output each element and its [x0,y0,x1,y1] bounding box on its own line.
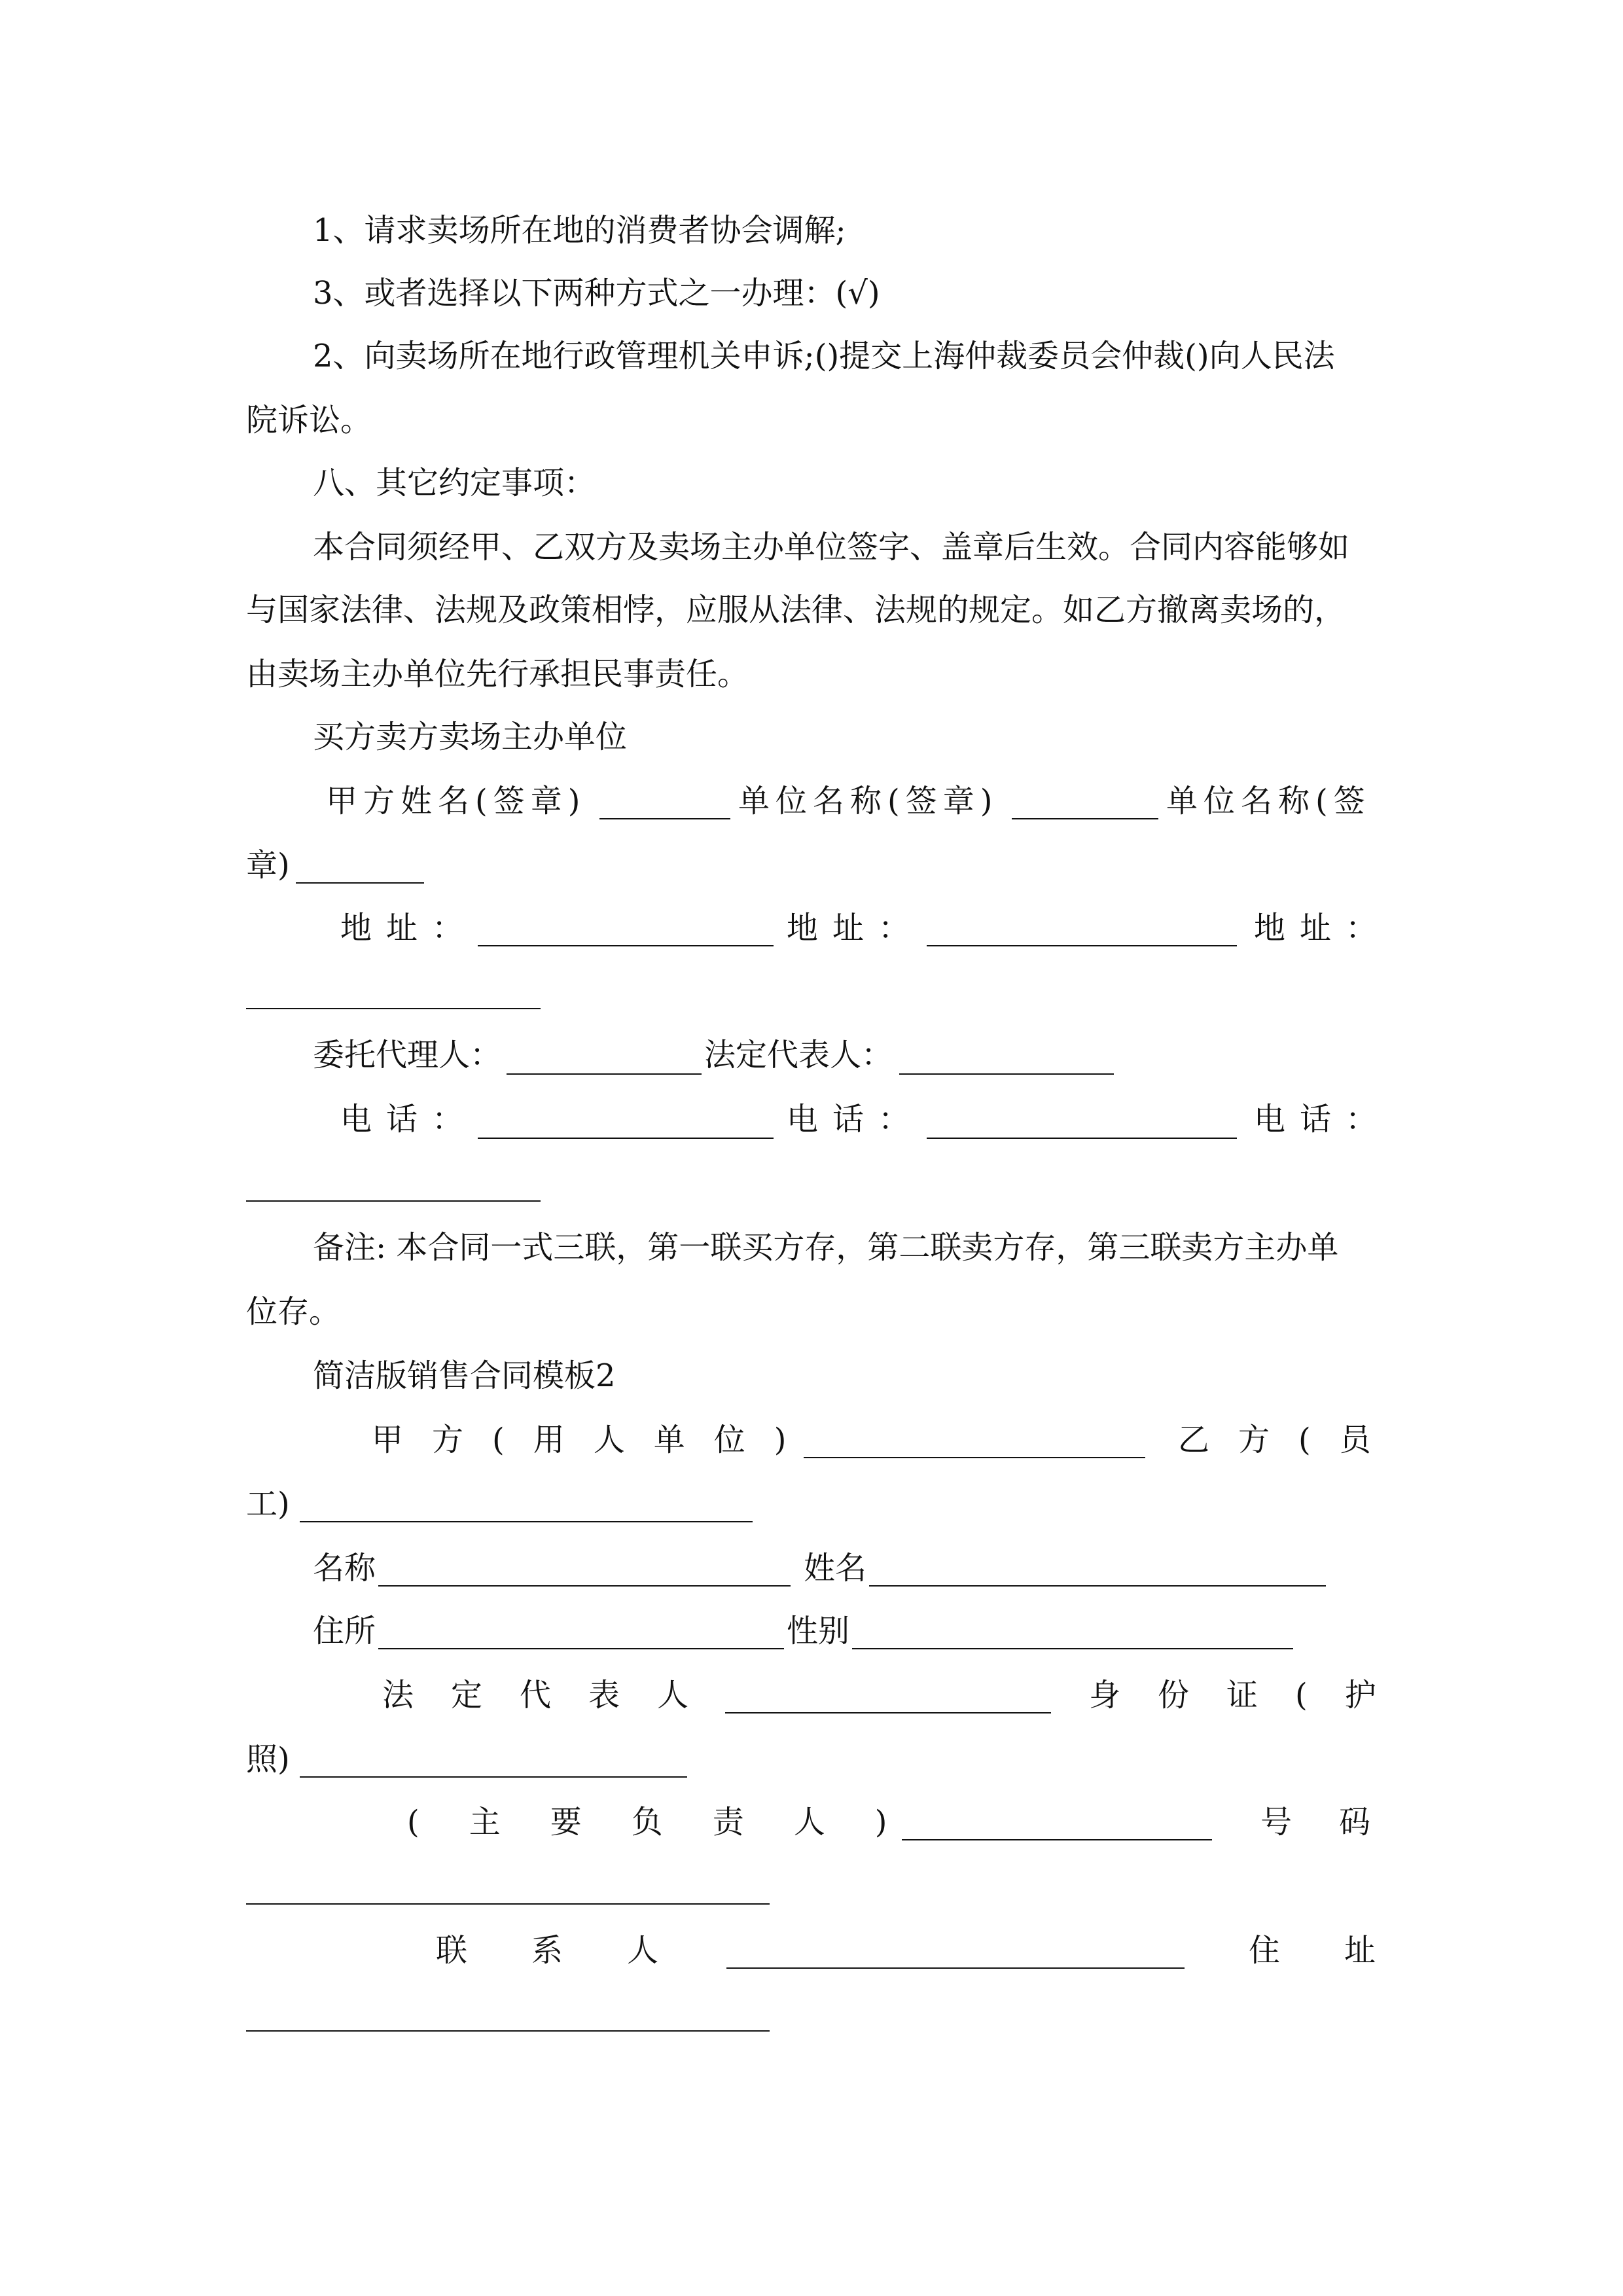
field-phone-1[interactable] [478,1138,774,1139]
paragraph-complaint-line1: 2、向卖场所在地行政管理机关申诉;()提交上海仲裁委员会仲裁()向人民法 [313,338,1335,374]
label-t2-gender: 性别 [787,1613,850,1649]
label-phone-2: 电话： [787,1101,925,1138]
field-t2-id[interactable] [300,1776,687,1778]
label-t2-party-b-cont: 工) [246,1486,290,1522]
label-t2-id: 身份证(护 [1089,1677,1414,1713]
paragraph-effect-line2: 与国家法律、法规及政策相悖，应服从法律、法规的规定。如乙方撤离卖场的， [246,592,1346,628]
label-t2-id-cont: 照) [246,1741,290,1778]
label-address-1: 地址： [340,910,478,946]
field-t2-number[interactable] [246,1903,770,1905]
label-address-2: 地址： [787,910,925,946]
label-t2-person-name: 姓名 [804,1550,867,1587]
field-party-a-signature[interactable] [599,818,730,819]
paragraph-effect-line1: 本合同须经甲、乙双方及卖场主办单位签字、盖章后生效。合同内容能够如 [313,529,1350,565]
section-heading-other-terms: 八、其它约定事项： [313,465,596,501]
template2-title: 简洁版销售合同模板2 [313,1357,616,1394]
label-t2-number: 号码 [1260,1804,1418,1840]
label-t2-legal-rep: 法定代表人 [382,1677,726,1713]
field-t2-party-a[interactable] [804,1457,1145,1458]
note-line1: 备注: 本合同一式三联，第一联买方存，第二联卖方存，第三联卖方主办单 [313,1229,1339,1266]
label-unit-signature-2-cont: 章) [246,847,290,884]
label-unit-signature-2: 单位名称(签 [1166,783,1371,819]
field-legal-representative[interactable] [899,1073,1114,1075]
field-phone-2[interactable] [927,1138,1237,1139]
label-unit-signature-1: 单位名称(签章) [738,783,999,819]
label-t2-main-person: (主要负责人) [407,1804,937,1840]
field-unit-signature-2[interactable] [296,882,424,884]
field-t2-address[interactable] [246,2030,770,2032]
field-unit-signature-1[interactable] [1012,818,1158,819]
field-t2-contact[interactable] [726,1967,1185,1969]
field-address-1[interactable] [478,945,774,946]
label-address-3: 地址： [1254,910,1392,946]
label-t2-address: 住址 [1249,1932,1440,1969]
field-t2-name[interactable] [378,1585,791,1587]
parties-header: 买方卖方卖场主办单位 [313,719,628,755]
paragraph-complaint-line2: 院诉讼。 [246,402,372,439]
field-t2-gender[interactable] [852,1648,1293,1649]
label-t2-party-a: 甲方(用人单位) [372,1422,815,1458]
paragraph-mediation: 1、请求卖场所在地的消费者协会调解; [313,212,846,249]
label-t2-party-b: 乙方(员 [1178,1422,1400,1458]
field-phone-3[interactable] [246,1200,541,1202]
field-t2-legal-rep[interactable] [725,1712,1051,1713]
paragraph-choose-method: 3、或者选择以下两种方式之一办理：(√) [313,275,880,312]
label-party-a-signature: 甲方姓名(签章) [326,783,586,819]
label-t2-name: 名称 [313,1550,376,1587]
label-phone-1: 电话： [340,1101,478,1138]
field-t2-party-b[interactable] [300,1521,753,1522]
label-t2-residence: 住所 [313,1613,376,1649]
field-t2-main-person[interactable] [902,1839,1212,1840]
label-phone-3: 电话： [1254,1101,1392,1138]
label-legal-representative: 法定代表人： [704,1037,893,1073]
label-authorized-agent: 委托代理人： [313,1037,502,1073]
field-authorized-agent[interactable] [507,1073,702,1075]
field-address-3[interactable] [246,1008,541,1009]
field-address-2[interactable] [927,945,1237,946]
label-t2-contact: 联系人 [436,1932,723,1969]
paragraph-effect-line3: 由卖场主办单位先行承担民事责任。 [246,656,749,692]
field-t2-residence[interactable] [378,1648,784,1649]
field-t2-person-name[interactable] [869,1585,1326,1587]
note-line2: 位存。 [246,1293,341,1330]
